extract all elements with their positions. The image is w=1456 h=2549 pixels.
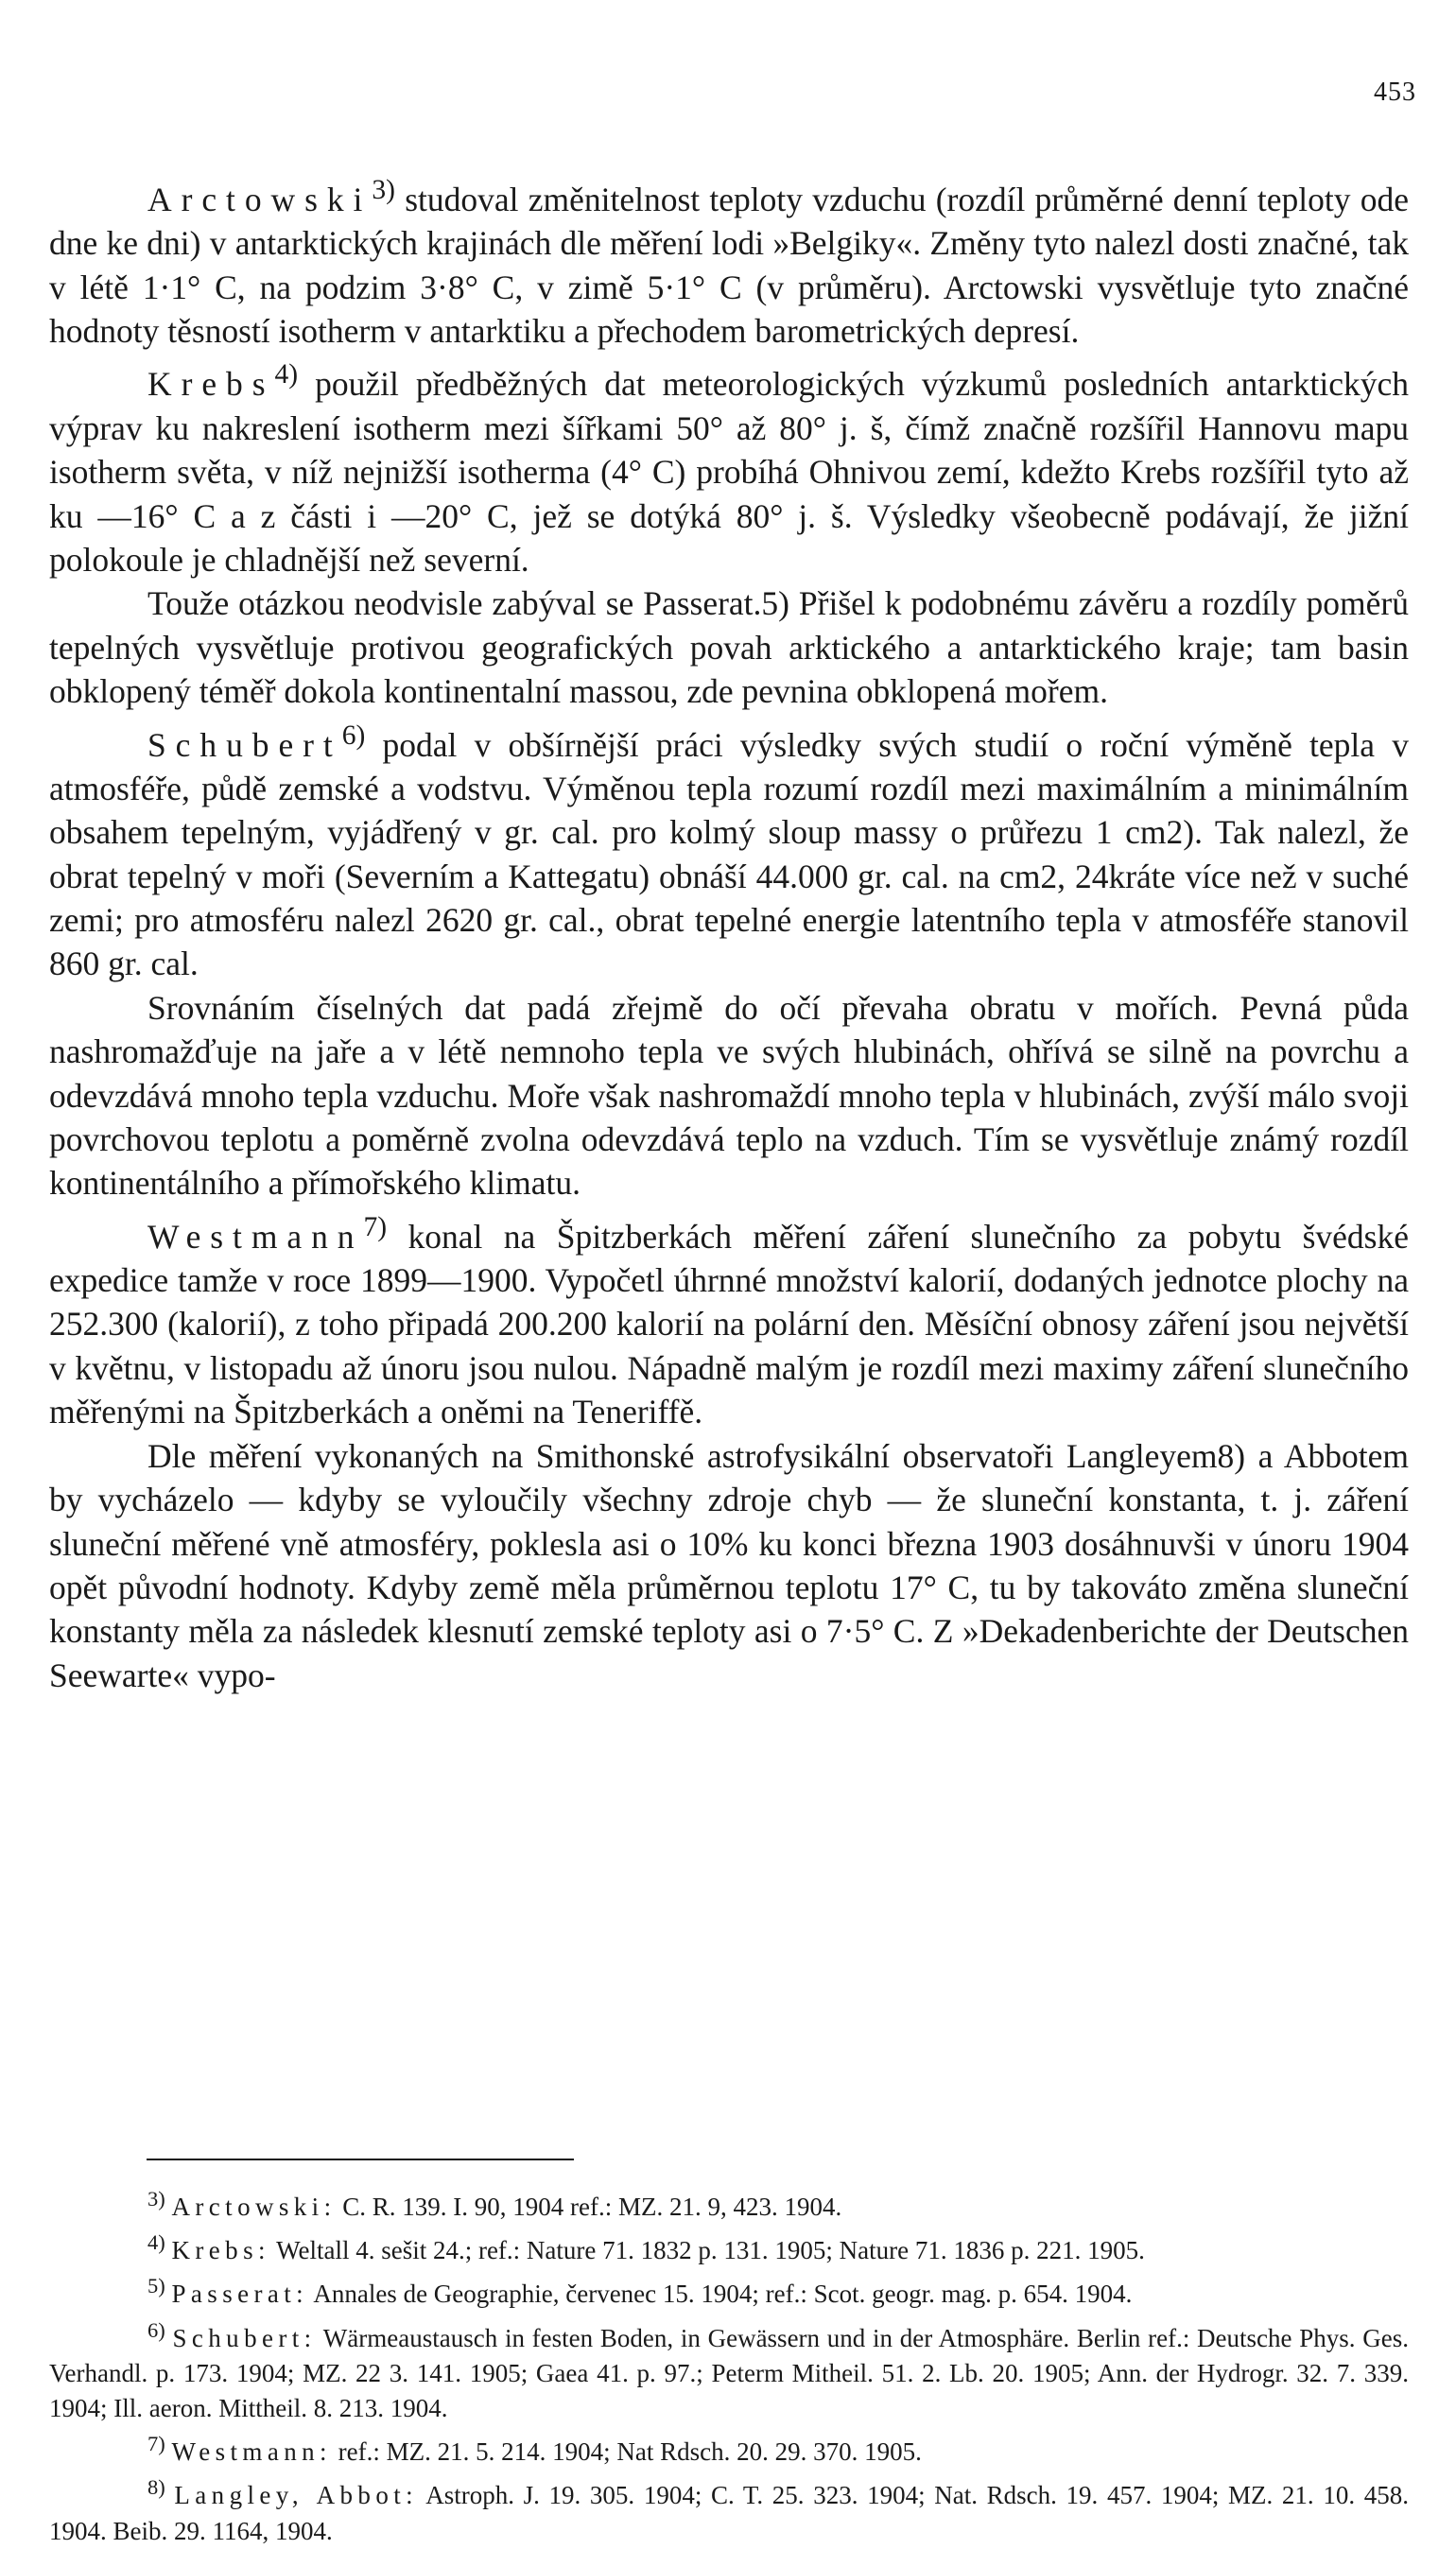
paragraph-westmann (49, 1205, 1409, 1434)
footnote-mark: 6) (147, 2317, 165, 2342)
paragraph-arctowski (49, 168, 1409, 353)
footnote-text: Annales de Geographie, červenec 15. 1904; ref.: Scot. geogr. mag. p. 654. 1904. (308, 2280, 1133, 2309)
footnote-text: Wärmeaustausch in festen Boden, in Gewässern und in der Atmosphäre. Berlin ref.: Deutsche Phys. Ges. Verhandl. p. 173. 1904; MZ. 22 3. 141. 1905; Gaea 41. p. 97.; Peterm Mitheil. 51. 2. Lb. 20. 1905; Ann. der Hydrogr. 32. 7. 339. 1904; Ill. aeron. Mittheil. 8. 213. 1904. (49, 2323, 1409, 2423)
footnote-text: Weltall 4. sešit 24.; ref.: Nature 71. 1832 p. 131. 1905; Nature 71. 1836 p. 221. 1905. (269, 2236, 1145, 2265)
footnote-7 (49, 2426, 1409, 2470)
footnote-text: ref.: MZ. 21. 5. 214. 1904; Nat Rdsch. 20. 29. 370. 1905. (331, 2437, 922, 2467)
footnote-mark: 4) (147, 2230, 165, 2255)
paragraph-text: podal v obšírnější práci výsledky svých studií o roční výměně tepla v atmosféře, půdě zemské a vodstvu. Výměnou tepla rozumí rozdíl mezi maximálním a minimálním obsahem tepelným, vyjádřený v gr. cal. pro kolmý sloup massy o průřezu 1 cm2). Tak nalezl, že obrat tepelný v moři (Severním a Kattegatu) obnáší 44.000 gr. cal. na cm2, 24kráte více než v suché zemi; pro atmosféru nalezl 2620 gr. cal., obrat tepelné energie latentního tepla v atmosféře stanovil 860 gr. cal. (49, 725, 1409, 983)
footnote-mark: 5) (147, 2274, 165, 2298)
footnote-text: Astroph. J. 19. 305. 1904; C. T. 25. 323. 1904; Nat. Rdsch. 19. 457. 1904; MZ. 21. 10. 458. 1904. Beib. 29. 1164, 1904. (49, 2481, 1409, 2545)
footnote-author: Schubert: (172, 2323, 317, 2352)
footnote-5 (49, 2268, 1409, 2312)
paragraph-comparison: Srovnáním číselných dat padá zřejmě do očí převaha obratu v mořích. Pevná půda nashromažďuje na jaře a v létě nemnoho tepla ve svých hlubinách, ohřívá se silně na povrchu a odevzdává mnoho tepla vzduchu. Moře však nashromaždí mnoho tepla v hlubinách, zvýší málo svoji povrchovou teplotu a poměrně zvolna odevzdává teplo na vzduch. Tím se vysvětluje známý rozdíl kontinentálního a přímořského klimatu. (49, 988, 1409, 1203)
author-name: Schubert (147, 725, 342, 764)
page-number: 453 (1374, 78, 1416, 107)
footnote-ref[interactable]: 4) (274, 359, 299, 390)
footnote-author: Krebs: (171, 2236, 270, 2265)
paragraph-text: studoval změnitelnost teploty vzduchu (rozdíl průměrné denní teploty ode dne ke dni) v antarktických krajinách dle měření lodi »Belgiky«. Změny tyto nalezl dosti značné, tak v létě 1·1° C, na podzim 3·8° C, v zimě 5·1° C (v průměru). Arctowski vysvětluje tyto značné hodnoty těsností isotherm v antarktiku a přechodem barometrických depresí. (49, 180, 1409, 351)
footnotes (49, 2181, 1409, 2549)
author-name: Westmann (147, 1217, 364, 1256)
footnote-6 (49, 2313, 1409, 2427)
footnote-mark: 3) (147, 2187, 165, 2211)
footnote-mark: 7) (147, 2432, 165, 2456)
footnote-author: Westmann: (171, 2437, 332, 2467)
footnote-4 (49, 2225, 1409, 2268)
paragraph-passerat: Touže otázkou neodvisle zabýval se Passerat.5) Přišel k podobnému závěru a rozdíly poměrů tepelných vysvětluje protivou geografických povah arktického a antarktického kraje; tam basin obklopený téměř dokola kontinentalní massou, zde pevnina obklopená mořem. (49, 584, 1409, 711)
paragraph-langley: Dle měření vykonaných na Smithonské astrofysikální observatoři Langleyem8) a Abbotem by vycházelo — kdyby se vyloučily všechny zdroje chyb — že sluneční konstanta, t. j. záření sluneční měřené vně atmosféry, poklesla asi o 10% ku konci března 1903 dosáhnuvši v únoru 1904 opět původní hodnoty. Kdyby země měla průměrnou teplotu 17° C, tu by takováto změna sluneční konstanty měla za následek klesnutí zemské teploty asi o 7·5° C. Z »Dekadenberichte der Deutschen Seewarte« vypo- (49, 1436, 1409, 1694)
author-name: Arctowski (147, 180, 373, 218)
footnote-ref[interactable]: 7) (363, 1211, 388, 1242)
author-name: Krebs (147, 365, 275, 404)
paragraph-text: konal na Špitzberkách měření záření slunečního za pobytu švédské expedice tamže v roce 1899—1900. Vypočetl úhrnné množství kalorií, dodaných jednotce plochy na 252.300 (kalorií), z toho připadá 200.200 kalorií na polární den. Měsíční obnosy záření jsou největší v květnu, v listopadu až únoru jsou nulou. Nápadně malým je rozdíl mezi maximy záření slunečního měřenými na Špitzberkách a oněmi na Teneriffě. (49, 1217, 1409, 1431)
footnote-divider (147, 2159, 574, 2160)
footnote-text: C. R. 139. I. 90, 1904 ref.: MZ. 21. 9, 423. 1904. (336, 2193, 842, 2221)
footnote-8 (49, 2470, 1409, 2548)
footnote-author: Arctowski: (171, 2193, 337, 2221)
body-text (49, 168, 1409, 1697)
paragraph-text: použil předběžných dat meteorologických výzkumů posledních antarktických výprav ku nakreslení isotherm mezi šířkami 50° až 80° j. š, čímž značně rozšířil Hannovu mapu isotherm světa, v níž nejnižší isotherma (4° C) probíhá Ohnivou zemí, kdežto Krebs rozšířil tyto až ku —16° C a z části i —20° C, jež se dotýká 80° j. š. Výsledky všeobecně podávají, že jižní polokoule je chladnější než severní. (49, 365, 1409, 579)
paragraph-krebs (49, 353, 1409, 581)
footnote-ref[interactable]: 3) (372, 175, 395, 205)
footnote-3 (49, 2181, 1409, 2225)
footnote-ref[interactable]: 6) (341, 720, 366, 751)
footnote-mark: 8) (147, 2475, 165, 2500)
footnote-author: Langley, Abbot: (174, 2481, 419, 2510)
paragraph-schubert (49, 714, 1409, 986)
footnote-author: Passerat: (171, 2280, 309, 2309)
